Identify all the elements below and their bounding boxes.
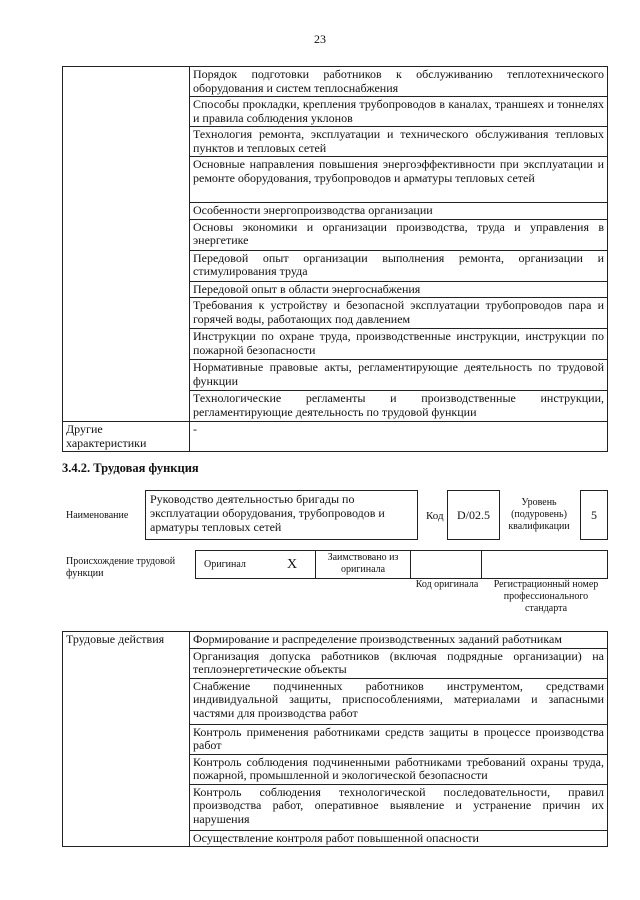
borrowed-label: Заимствовано из оригинала xyxy=(316,551,411,579)
name-label: Наименование xyxy=(66,510,129,521)
code-label: Код xyxy=(426,510,444,522)
knowledge-item: Передовой опыт организации выполнения ремонта, организации и стимулирования труда xyxy=(190,250,608,281)
level-label: Уровень (подуровень) квалификации xyxy=(508,497,570,532)
reg-number-caption: Регистрационный номер профессионального стандарта xyxy=(493,579,599,614)
knowledge-item: Основы экономики и организации производства, труда и управления в энергетике xyxy=(190,219,608,250)
knowledge-item: Технология ремонта, эксплуатации и технического обслуживания тепловых пунктов и тепловых сетей xyxy=(190,127,608,157)
labor-actions-table xyxy=(62,631,608,847)
labor-action-item: Осуществление контроля работ повышенной опасности xyxy=(190,830,608,847)
knowledge-item: Инструкции по охране труда, производственные инструкции, инструкции по пожарной безопасности xyxy=(190,329,608,360)
other-characteristics-label: Другие характеристики xyxy=(63,422,190,452)
page-number: 23 xyxy=(314,32,326,46)
knowledge-item: Передовой опыт в области энергоснабжения xyxy=(190,281,608,298)
origin-table xyxy=(195,550,608,579)
function-heading: 3.4.2. Трудовая функция xyxy=(62,461,199,475)
code-origin-caption: Код оригинала xyxy=(415,579,479,590)
labor-action-item: Контроль соблюдения технологической последовательности, правил производства работ, оперативное выявление и устранение причин их нарушения xyxy=(190,784,608,830)
knowledge-item: Нормативные правовые акты, регламентирующие деятельность по трудовой функции xyxy=(190,360,608,391)
reg-number-cell xyxy=(482,551,608,579)
code-origin-cell xyxy=(411,551,482,579)
knowledge-item: Особенности энергопроизводства организации xyxy=(190,203,608,220)
labor-action-item: Контроль применения работниками средств защиты в процессе производства работ xyxy=(190,724,608,754)
origin-label: Происхождение трудовой функции xyxy=(66,556,176,579)
labor-actions-label: Трудовые действия xyxy=(63,632,190,847)
other-characteristics-value: - xyxy=(190,422,608,452)
function-code-box: D/02.5 xyxy=(447,490,500,540)
original-mark: X xyxy=(269,551,316,579)
labor-action-item: Организация допуска работников (включая подрядные организации) на теплоэнергетические объекты xyxy=(190,648,608,678)
function-name-box: Руководство деятельностью бригады по эксплуатации оборудования, трубопроводов и арматуры тепловых сетей xyxy=(145,490,418,540)
labor-action-item: Снабжение подчиненных работников инструментом, средствами индивидуальной защиты, приспособлениями, материалами и запасными частями для производства работ xyxy=(190,678,608,724)
knowledge-table xyxy=(62,66,608,452)
knowledge-item: Основные направления повышения энергоэффективности при эксплуатации и ремонте оборудования, трубопроводов и арматуры тепловых сетей xyxy=(190,157,608,203)
labor-action-item: Формирование и распределение производственных заданий работникам xyxy=(190,632,608,649)
knowledge-item: Способы прокладки, крепления трубопроводов в каналах, траншеях и тоннелях и правила соблюдения уклонов xyxy=(190,97,608,127)
knowledge-item: Порядок подготовки работников к обслуживанию теплотехнического оборудования и систем теплоснабжения xyxy=(190,67,608,97)
knowledge-item: Технологические регламенты и производственные инструкции, регламентирующие деятельность по трудовой функции xyxy=(190,391,608,422)
original-label: Оригинал xyxy=(196,551,270,579)
labor-action-item: Контроль соблюдения подчиненными работниками требований охраны труда, пожарной, промышленной и экологической безопасности xyxy=(190,754,608,784)
knowledge-label-cell xyxy=(63,67,190,422)
knowledge-item: Требования к устройству и безопасной эксплуатации трубопроводов пара и горячей воды, работающих под давлением xyxy=(190,298,608,329)
level-box: 5 xyxy=(580,490,608,540)
